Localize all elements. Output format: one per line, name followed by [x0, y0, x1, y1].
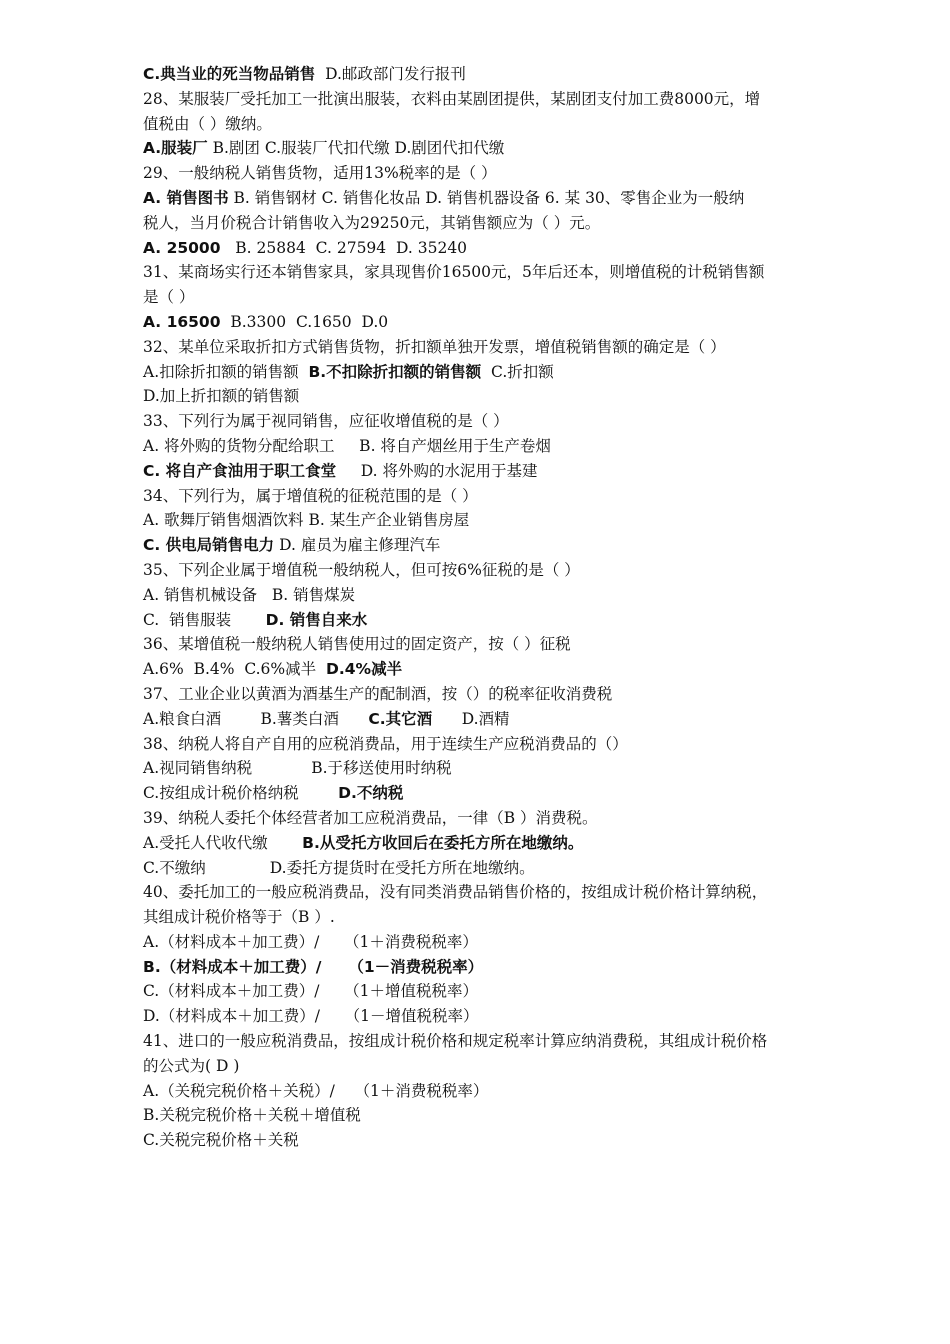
line-text: D. 雇员为雇主修理汽车 — [274, 536, 441, 555]
line-text: D.（材料成本＋加工费）/ （1－增值税税率） — [143, 1007, 479, 1026]
line-text: 29、一般纳税人销售货物，适用13%税率的是（ ） — [143, 164, 497, 183]
text-line — [143, 310, 823, 335]
text-line — [143, 112, 823, 137]
text-line — [143, 285, 823, 310]
line-text: 31、某商场实行还本销售家具，家具现售价16500元，5年后还本，则增值税的计税销售额 — [143, 263, 765, 282]
answer-text: A. 25000 — [143, 238, 221, 257]
text-line — [143, 608, 823, 633]
line-text: A.受托人代收代缴 — [143, 833, 303, 852]
text-line — [143, 558, 823, 583]
text-line — [143, 434, 823, 459]
line-text: A.扣除折扣额的销售额 — [143, 362, 309, 381]
text-line — [143, 1029, 823, 1054]
text-line — [143, 880, 823, 905]
text-line — [143, 360, 823, 385]
text-line — [143, 236, 823, 261]
answer-text: C. 将自产食油用于职工食堂 — [143, 461, 337, 480]
text-line — [143, 930, 823, 955]
text-line — [143, 979, 823, 1004]
text-line — [143, 533, 823, 558]
text-line — [143, 583, 823, 608]
text-line — [143, 87, 823, 112]
text-line — [143, 1079, 823, 1104]
text-line — [143, 905, 823, 930]
line-text: 是（ ） — [143, 288, 195, 307]
text-line — [143, 1004, 823, 1029]
text-line — [143, 856, 823, 881]
text-line — [143, 508, 823, 533]
text-line — [143, 682, 823, 707]
line-text: 33、下列行为属于视同销售，应征收增值税的是（ ） — [143, 412, 509, 431]
text-line — [143, 260, 823, 285]
line-text: A.（材料成本＋加工费）/ （1＋消费税税率） — [143, 932, 478, 951]
line-text: 税人，当月价税合计销售收入为29250元，其销售额应为（ ）元。 — [143, 213, 601, 232]
line-text: A.视同销售纳税 B.于移送使用时纳税 — [143, 759, 452, 778]
answer-text: D.不纳税 — [338, 784, 404, 803]
line-text: C. 销售服装 — [143, 610, 266, 629]
text-line — [143, 1103, 823, 1128]
text-line — [143, 632, 823, 657]
line-text: D. 将外购的水泥用于基建 — [336, 461, 538, 480]
line-text: 40、委托加工的一般应税消费品，没有同类消费品销售价格的，按组成计税价格计算纳税， — [143, 883, 768, 902]
text-line — [143, 484, 823, 509]
line-text: A.6% B.4% C.6%减半 — [143, 660, 327, 679]
line-text: D.加上折扣额的销售额 — [143, 387, 300, 406]
document-body — [143, 62, 823, 1153]
line-text: B. 销售钢材 C. 销售化妆品 D. 销售机器设备 6. 某 30、零售企业为一般纳 — [228, 188, 745, 207]
line-text: 35、下列企业属于增值税一般纳税人，但可按6%征税的是（ ） — [143, 560, 580, 579]
line-text: B. 25884 C. 27594 D. 35240 — [220, 238, 468, 257]
line-text: 38、纳税人将自产自用的应税消费品，用于连续生产应税消费品的（） — [143, 734, 628, 753]
line-text: 32、某单位采取折扣方式销售货物，折扣额单独开发票，增值税销售额的确定是（ ） — [143, 337, 726, 356]
line-text: 的公式为( D ) — [143, 1056, 240, 1075]
line-text: 39、纳税人委托个体经营者加工应税消费品，一律（B ）消费税。 — [143, 808, 598, 827]
answer-text: D. 销售自来水 — [265, 610, 368, 629]
text-line — [143, 756, 823, 781]
line-text: D.邮政部门发行报刊 — [315, 65, 466, 83]
text-line — [143, 62, 823, 87]
text-line — [143, 955, 823, 980]
line-text: A.粮食白酒 B.薯类白酒 — [143, 709, 369, 728]
line-text: 28、某服装厂受托加工一批演出服装，衣料由某剧团提供，某剧团支付加工费8000元，增 — [143, 89, 761, 108]
line-text: A. 将外购的货物分配给职工 B. 将自产烟丝用于生产卷烟 — [143, 436, 551, 455]
text-line — [143, 136, 823, 161]
answer-text: C.典当业的死当物品销售 — [143, 65, 316, 83]
answer-text: C. 供电局销售电力 — [143, 536, 275, 555]
text-line — [143, 384, 823, 409]
line-text: A. 歌舞厅销售烟酒饮料 B. 某生产企业销售房屋 — [143, 511, 470, 530]
line-text: 34、下列行为，属于增值税的征税范围的是（ ） — [143, 486, 478, 505]
line-text: 37、工业企业以黄酒为酒基生产的配制酒，按（）的税率征收消费税 — [143, 684, 613, 703]
line-text: B.剧团 C.服装厂代扣代缴 D.剧团代扣代缴 — [207, 139, 505, 158]
text-line — [143, 409, 823, 434]
text-line — [143, 1128, 823, 1153]
line-text: B.关税完税价格＋关税＋增值税 — [143, 1106, 361, 1125]
answer-text: A. 销售图书 — [143, 188, 229, 207]
text-line — [143, 831, 823, 856]
answer-text: B.从受托方收回后在委托方所在地缴纳。 — [302, 833, 584, 852]
line-text: 36、某增值税一般纳税人销售使用过的固定资产，按（ ）征税 — [143, 635, 571, 654]
text-line — [143, 657, 823, 682]
text-line — [143, 1054, 823, 1079]
answer-text: D.4%减半 — [326, 660, 403, 679]
answer-text: B.不扣除折扣额的销售额 — [308, 362, 482, 381]
answer-text: A. 16500 — [143, 312, 221, 331]
text-line — [143, 161, 823, 186]
text-line — [143, 806, 823, 831]
text-line — [143, 707, 823, 732]
line-text: A.（关税完税价格＋关税）/ （1＋消费税税率） — [143, 1081, 489, 1100]
line-text: C.折扣额 — [481, 362, 554, 381]
answer-text: A.服装厂 — [143, 139, 208, 158]
line-text: 其组成计税价格等于（B ）. — [143, 908, 335, 927]
answer-text: B.（材料成本＋加工费）/ （1－消费税税率） — [143, 957, 484, 976]
line-text: C.关税完税价格＋关税 — [143, 1131, 299, 1150]
line-text: D.酒精 — [432, 709, 510, 728]
line-text: B.3300 C.1650 D.0 — [220, 312, 389, 331]
text-line — [143, 335, 823, 360]
line-text: C.按组成计税价格纳税 — [143, 784, 339, 803]
text-line — [143, 211, 823, 236]
answer-text: C.其它酒 — [368, 709, 433, 728]
text-line — [143, 732, 823, 757]
text-line — [143, 186, 823, 211]
line-text: A. 销售机械设备 B. 销售煤炭 — [143, 585, 356, 604]
text-line — [143, 459, 823, 484]
line-text: C.（材料成本＋加工费）/ （1＋增值税税率） — [143, 982, 478, 1001]
line-text: C.不缴纳 D.委托方提货时在受托方所在地缴纳。 — [143, 858, 535, 877]
line-text: 41、进口的一般应税消费品，按组成计税价格和规定税率计算应纳消费税，其组成计税价格 — [143, 1032, 768, 1051]
line-text: 值税由（ ）缴纳。 — [143, 114, 272, 133]
text-line — [143, 781, 823, 806]
